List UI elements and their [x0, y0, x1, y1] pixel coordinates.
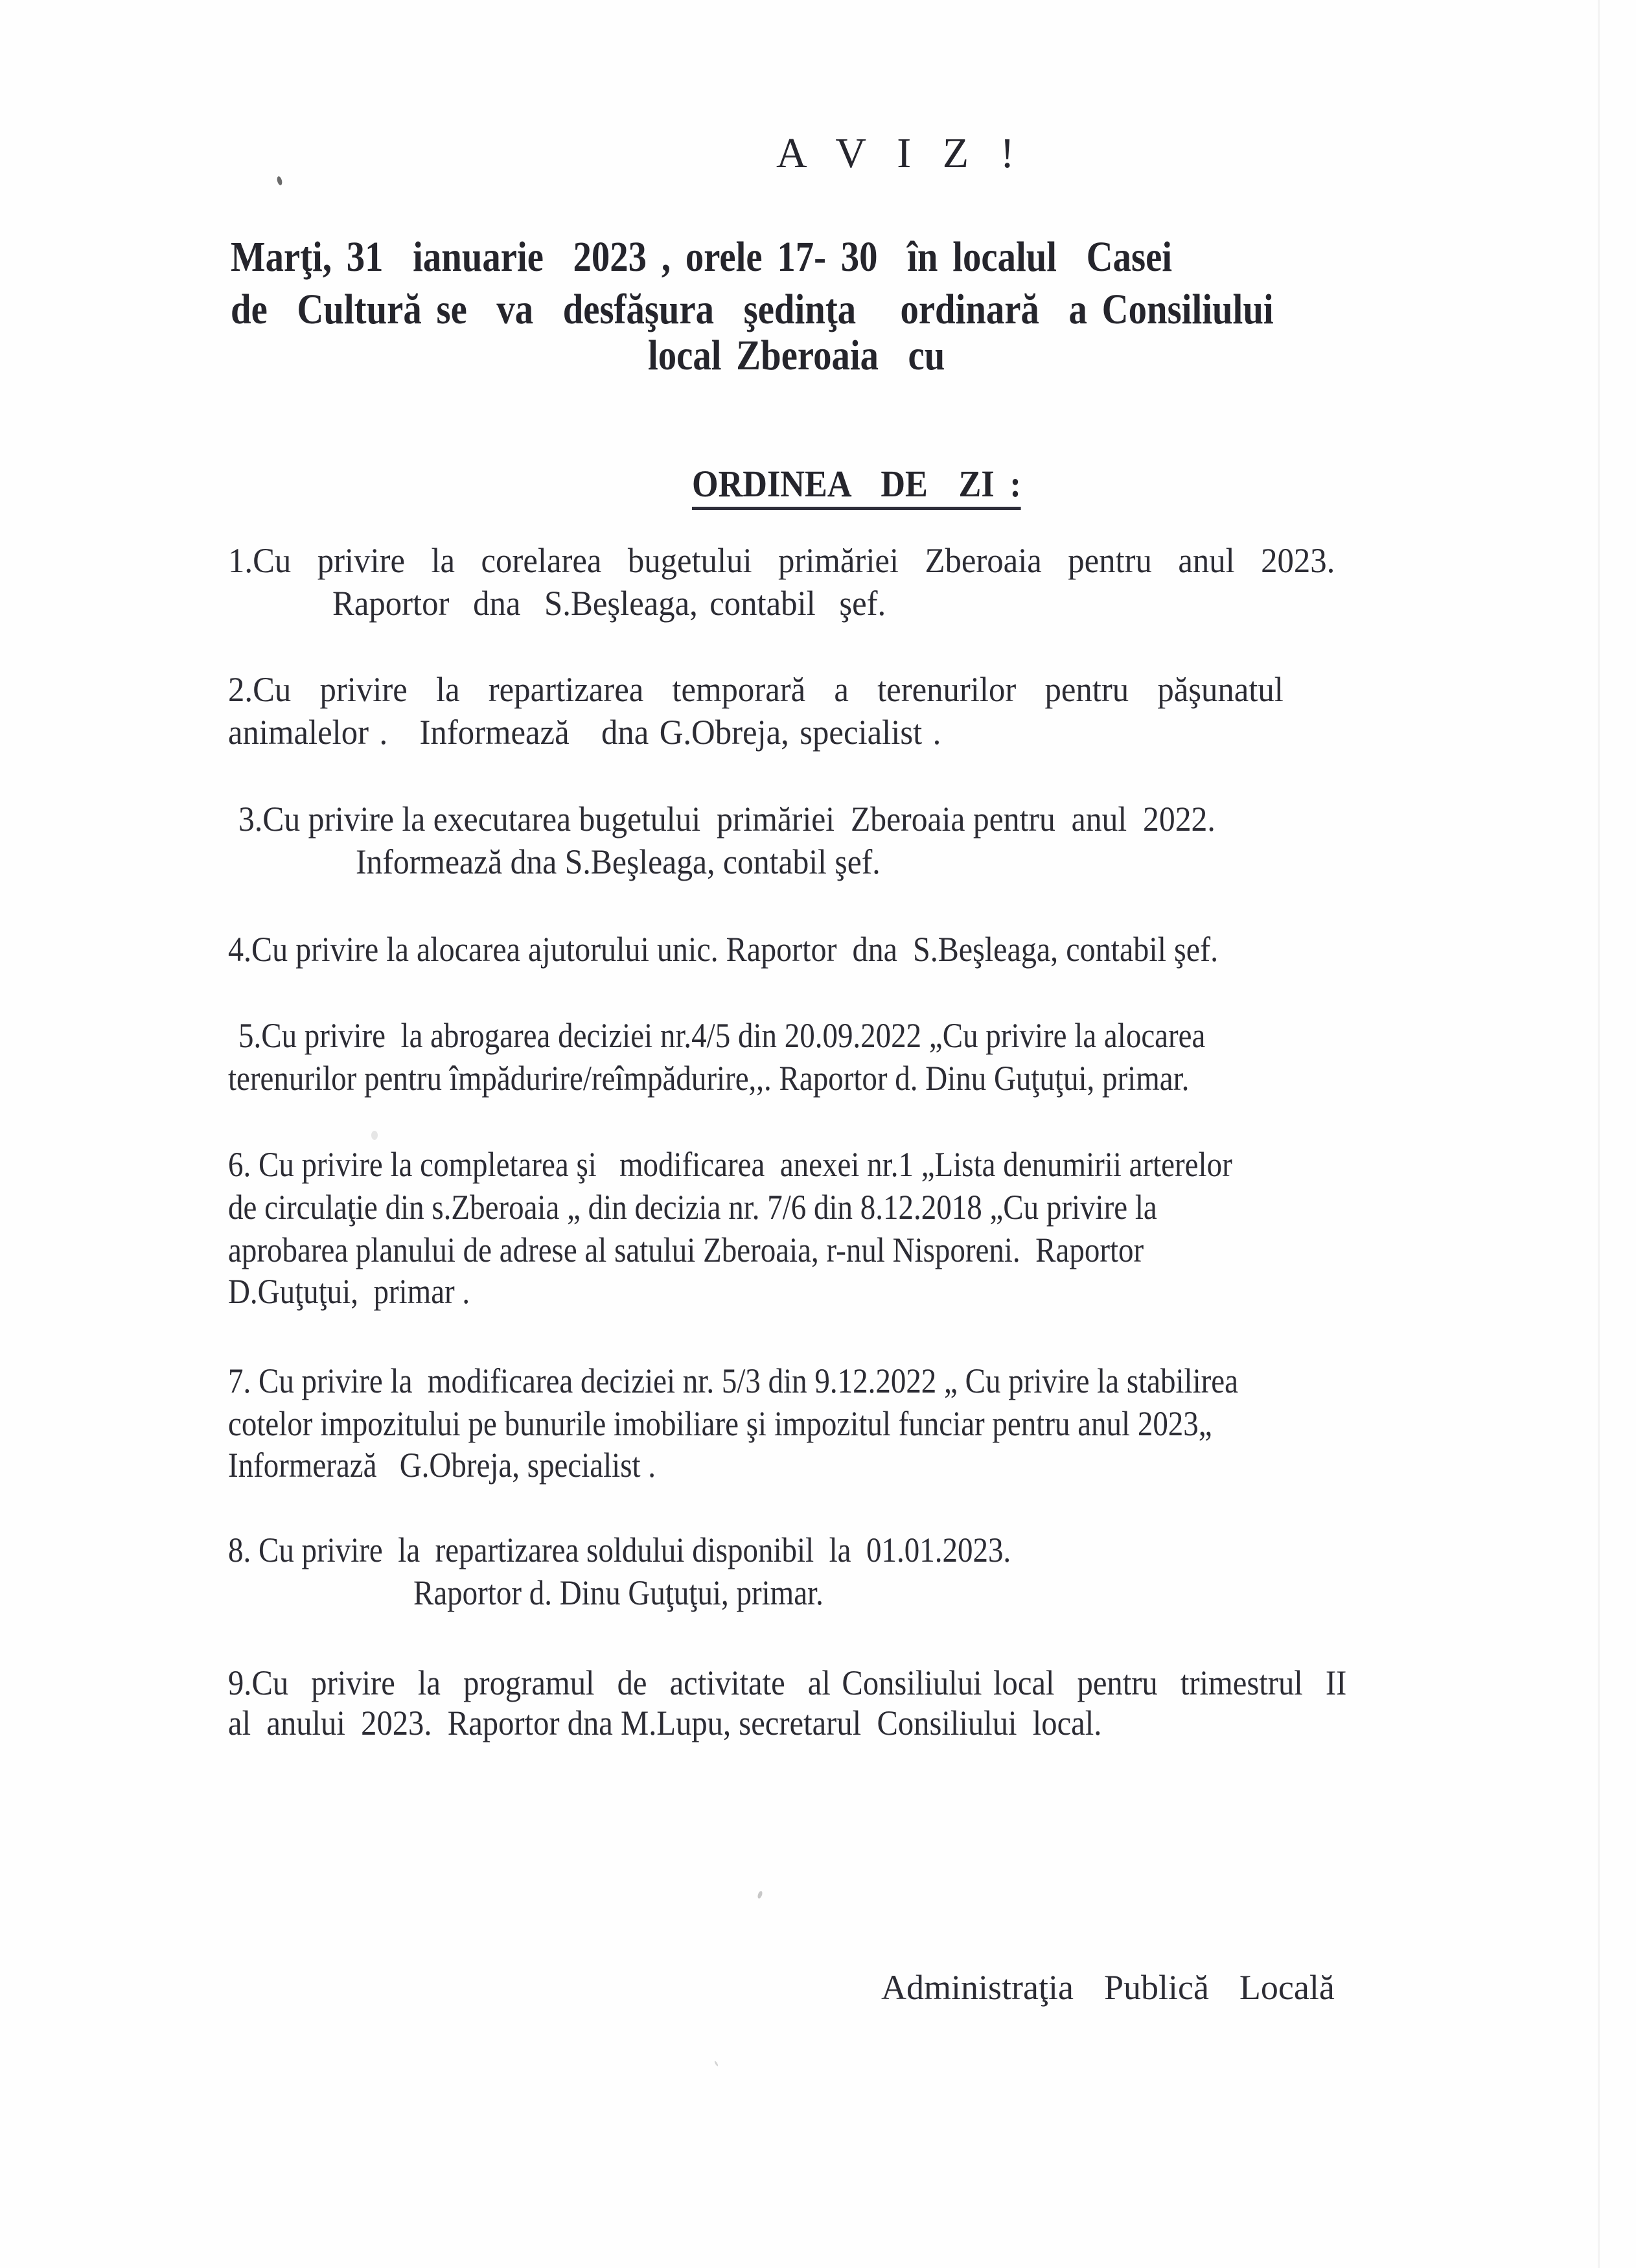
agenda-item-line: Informează dna S.Beşleaga, contabil şef. — [356, 842, 881, 881]
agenda-item-line: animalelor . Informează dna G.Obreja, specialist . — [228, 713, 941, 752]
agenda-item-line: 5.Cu privire la abrogarea deciziei nr.4/5 din 20.09.2022 „Cu privire la alocarea — [238, 1016, 1206, 1055]
signature: Administraţia Publică Locală — [881, 1968, 1335, 2007]
agenda-item-line: 4.Cu privire la alocarea ajutorului unic. Raportor dna S.Beşleaga, contabil şef. — [228, 930, 1219, 969]
agenda-item-line: 2.Cu privire la repartizarea temporară a terenurilor pentru păşunatul — [228, 670, 1284, 709]
agenda-item-line: Raportor d. Dinu Guţuţui, primar. — [413, 1573, 824, 1612]
agenda-item-line: 7. Cu privire la modificarea deciziei nr. 5/3 din 9.12.2022 „ Cu privire la stabilirea — [228, 1361, 1239, 1400]
scan-edge-line — [1598, 0, 1600, 2268]
announcement-line: de Cultură se va desfăşura şedinţa ordinară a Consiliului — [231, 286, 1274, 333]
agenda-item-line: Informerază G.Obreja, specialist . — [228, 1446, 656, 1485]
agenda-heading: ORDINEA DE ZI : — [692, 465, 1021, 510]
agenda-item-line: D.Guţuţui, primar . — [228, 1272, 470, 1311]
scan-speck — [276, 176, 282, 185]
announcement-line: local Zberoaia cu — [648, 332, 945, 379]
announcement-line: Marţi, 31 ianuarie 2023 , orele 17- 30 în localul Casei — [231, 233, 1173, 281]
agenda-item-line: 8. Cu privire la repartizarea soldului disponibil la 01.01.2023. — [228, 1531, 1011, 1569]
agenda-item-line: 9.Cu privire la programul de activitate al Consiliului local pentru trimestrul II — [228, 1663, 1347, 1702]
agenda-item-line: aprobarea planului de adrese al satului Zberoaia, r-nul Nisporeni. Raportor — [228, 1231, 1144, 1269]
scan-speck — [757, 1890, 763, 1899]
scan-speck — [714, 2061, 719, 2066]
agenda-item-line: 6. Cu privire la completarea şi modificarea anexei nr.1 „Lista denumirii arterelor — [228, 1145, 1232, 1184]
agenda-item-line: de circulaţie din s.Zberoaia „ din decizia nr. 7/6 din 8.12.2018 „Cu privire la — [228, 1188, 1157, 1227]
agenda-item-line: terenurilor pentru împădurire/reîmpădurire,,. Raportor d. Dinu Guţuţui, primar. — [228, 1059, 1190, 1098]
document-title: A V I Z ! — [776, 130, 1025, 177]
scan-speck — [371, 1131, 378, 1140]
agenda-item-line: cotelor impozitului pe bunurile imobiliare şi impozitul funciar pentru anul 2023„ — [228, 1404, 1212, 1443]
agenda-item-line: al anului 2023. Raportor dna M.Lupu, secretarul Consiliului local. — [228, 1704, 1102, 1742]
agenda-item-line: 1.Cu privire la corelarea bugetului primăriei Zberoaia pentru anul 2023. — [228, 541, 1335, 580]
agenda-item-line: Raportor dna S.Beşleaga, contabil şef. — [332, 584, 886, 623]
agenda-item-line: 3.Cu privire la executarea bugetului primăriei Zberoaia pentru anul 2022. — [238, 800, 1215, 839]
